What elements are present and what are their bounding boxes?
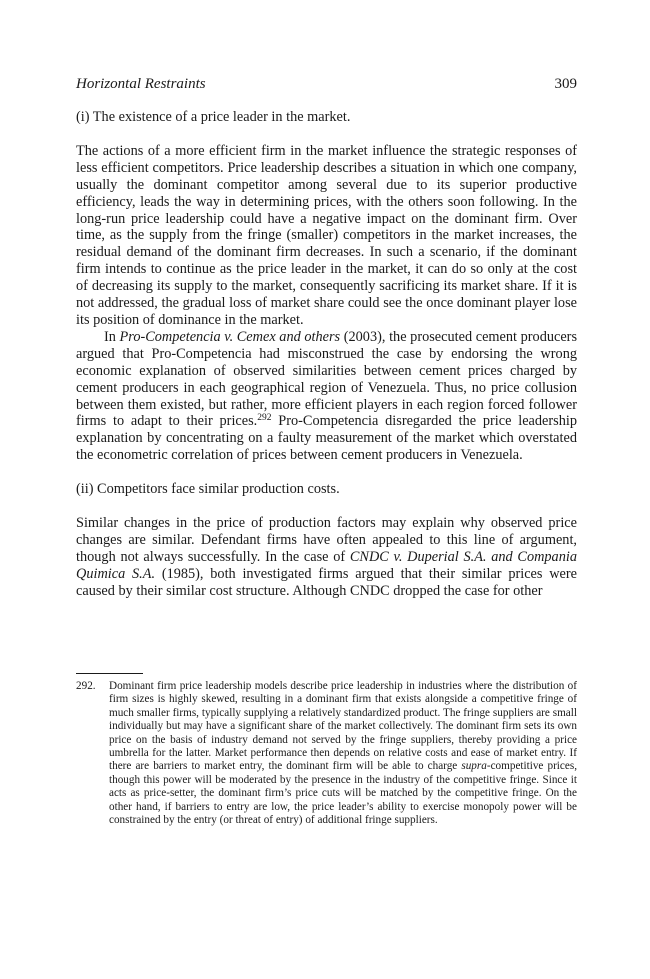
costs-text-2: (1985), both investigated firms argued that their similar prices were caused by their similar cost structure. Although CNDC dropped the case for other bbox=[76, 565, 578, 599]
paragraph-cemex-case bbox=[76, 329, 577, 464]
cemex-text-2: Pro-Competencia disregarded the price leadership explanation by concentrating on a faulty measurement of the market which overstated the econometric correlation of prices between cement producers in Venezuela. bbox=[76, 413, 577, 464]
case-name-cemex: Pro-Competencia v. Cemex and others bbox=[119, 328, 341, 345]
paragraph-price-leadership: The actions of a more efficient firm in the market influence the strategic responses of less efficient competitors. Price leadership describes a situation in which one company, usually the dominant competitor among several due to its superior productive efficiency, leads the way in determining prices, with the others soon following. In the long-run price leadership could have a negative impact on the dominant firm. Over time, as the supply from the fringe (smaller) competitors in the market increases, the residual demand of the dominant firm decreases. In such a scenario, if the dominant firm intends to continue as the price leader in the market, it can do so only at the cost of decreasing its supply to the market, consequently sacrificing its market share. If it is not addressed, the gradual loss of market share could see the once dominant player lose its position of dominance in the market. bbox=[76, 142, 577, 328]
footnote-text-2: -competitive prices, though this power will be moderated by the presence in the industry of the competitive fringe. Since it acts as price-setter, the dominant firm’s price cuts will be matched by the competitive fringe. On the other hand, if barriers to entry are low, the price leader’s ability to exercise monopoly power will be constrained by the entry (or threat of entry) of additional fringe suppliers. bbox=[109, 760, 577, 827]
footnote-text bbox=[109, 680, 577, 827]
cemex-intro: In bbox=[104, 328, 120, 345]
page-number: 309 bbox=[554, 76, 577, 92]
running-head-title: Horizontal Restraints bbox=[76, 76, 206, 92]
footnote-reference-292[interactable]: 292 bbox=[257, 413, 272, 424]
footnote-emphasis-supra: supra bbox=[461, 760, 487, 773]
section-heading-price-leader: (i) The existence of a price leader in the market. bbox=[76, 109, 351, 125]
costs-text-1: Similar changes in the price of production factors may explain why observed price changes are similar. Defendant firms have often appealed to this line of argument, though not always successfully. In the case of bbox=[76, 515, 577, 565]
footnote-divider bbox=[76, 673, 143, 674]
footnote-text-1: Dominant firm price leadership models describe price leadership in industries where the distribution of firm sizes is highly skewed, resulting in a dominant firm that exists alongside a competitive fringe of much smaller firms, typically supplying a relatively standardized product. The fringe suppliers are small individually but may have a significant share of the market collectively. The dominant firm sets its own price on the basis of industry demand not served by the fringe suppliers, thereby providing a price umbrella for the latter. Market performance then depends on relative costs and ease of market entry. If there are barriers to market entry, the dominant firm will be able to charge bbox=[109, 680, 577, 773]
running-header bbox=[76, 74, 577, 94]
cemex-text-1: (2003), the prosecuted cement producers argued that Pro-Competencia had misconstrued the case by endorsing the wrong economic explanation of observed similarities between cement prices charged by cement producers in each geographical region of Venezuela. Thus, no price collusion between them existed, but rather, more efficient players in each region forced follower firms to adapt to their prices. bbox=[76, 328, 578, 430]
footnote-292 bbox=[76, 680, 577, 827]
section-heading-production-costs: (ii) Competitors face similar production costs. bbox=[76, 481, 340, 498]
footnote-number: 292. bbox=[76, 680, 96, 692]
paragraph-production-costs bbox=[76, 515, 577, 600]
main-text bbox=[76, 109, 577, 600]
case-name-cndc: CNDC v. Duperial S.A. and Compania Quimica S.A. bbox=[76, 548, 577, 582]
